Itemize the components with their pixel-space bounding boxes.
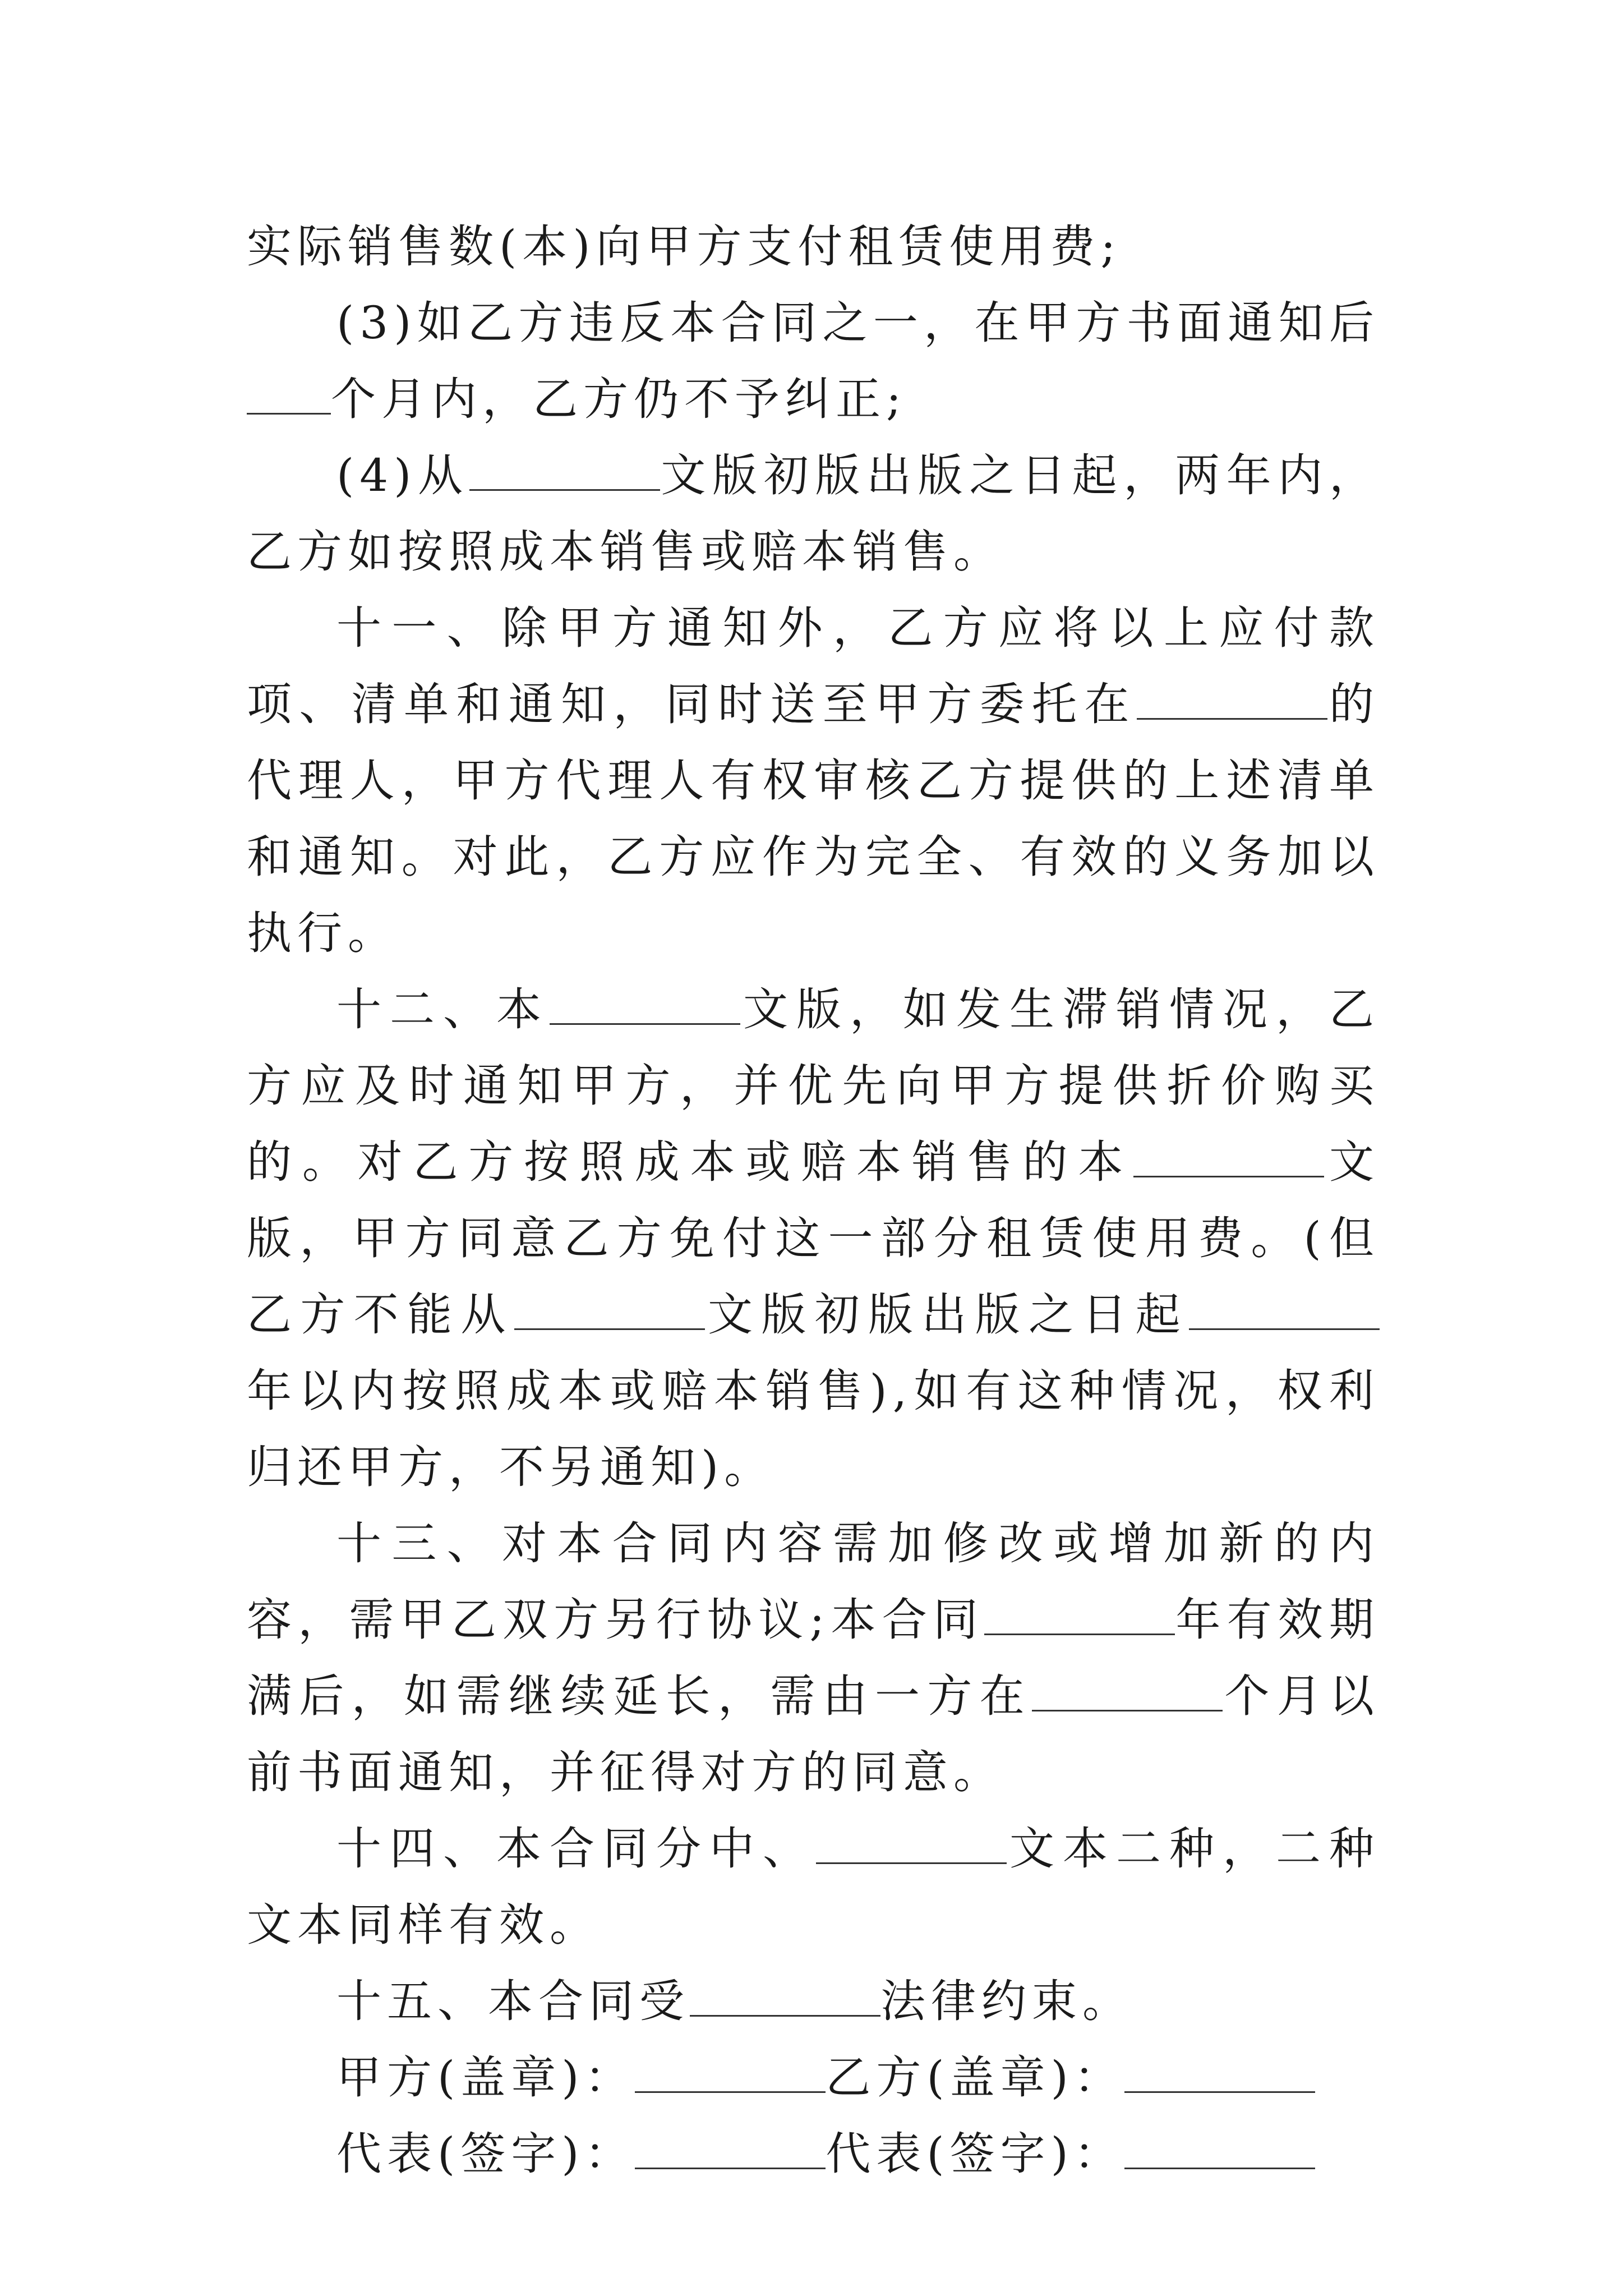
blank-field [1133, 1137, 1324, 1177]
blank-field [984, 1594, 1175, 1635]
party-a-signature-blank [635, 2128, 826, 2169]
signature-line-seal [247, 2040, 1380, 2116]
paragraph-text: (3)如乙方违反本合同之一，在甲方书面通知后 [336, 297, 1380, 349]
paragraph-text: (4)从 [336, 449, 469, 501]
party-b-seal-blank [1124, 2052, 1315, 2093]
paragraph-text: 文版，如发生滞销情况，乙方应及时通知甲方，并优先向甲方提供折价购买的。对乙方按照成本或赔本销售的本 [247, 983, 1380, 1188]
paragraph-text: 十四、本合同分中、 [336, 1823, 816, 1875]
paragraph-text: 十二、本 [336, 983, 550, 1036]
paragraph-text: 文本二种，二种文本同样有效。 [247, 1823, 1380, 1951]
blank-field [1189, 1289, 1380, 1330]
paragraph-clause-4 [247, 438, 1380, 590]
paragraph-text: 十三、对本合同内容需加修改或增加新的内容，需甲乙双方另行协议;本合同 [247, 1517, 1380, 1646]
blank-field [1032, 1671, 1223, 1711]
paragraph-text: 个月内，乙方仍不予纠正; [331, 373, 907, 425]
paragraph-clause-3 [247, 285, 1380, 438]
party-a-seal-label: 甲方(盖章)： [336, 2051, 635, 2104]
paragraph-text: 文版，甲方同意乙方免付这一部分租赁使用费。(但乙方不能从 [247, 1136, 1380, 1341]
paragraph-text: 法律约束。 [880, 1975, 1133, 2027]
party-b-representative-label: 代表(签字)： [826, 2128, 1124, 2180]
blank-field [1137, 679, 1327, 720]
party-b-seal-label: 乙方(盖章)： [826, 2051, 1124, 2104]
party-a-representative-label: 代表(签字)： [336, 2128, 635, 2180]
signature-line-representative [247, 2116, 1380, 2192]
party-a-seal-blank [635, 2052, 826, 2093]
paragraph-text: 十一、除甲方通知外，乙方应将以上应付款项、清单和通知，同时送至甲方委托在 [247, 602, 1380, 730]
paragraph-article-15 [247, 1963, 1380, 2040]
paragraph-text: 年有效期满后，如需继续延长，需由一方在 [247, 1594, 1380, 1722]
blank-field [469, 450, 660, 491]
party-b-signature-blank [1124, 2128, 1315, 2169]
paragraph-text: 文版初版出版之日起 [704, 1289, 1189, 1341]
contract-body [247, 209, 1380, 2192]
paragraph-text: 的代理人，甲方代理人有权审核乙方提供的上述清单和通知。对此，乙方应作为完全、有效的义务加以执行。 [247, 678, 1380, 959]
paragraph-rental-fee [247, 209, 1380, 285]
paragraph-article-12 [247, 972, 1380, 1506]
paragraph-text: 实际销售数(本)向甲方支付租赁使用费; [247, 220, 1122, 273]
paragraph-article-13 [247, 1506, 1380, 1811]
paragraph-text: 文版初版出版之日起，两年内，乙方如按照成本销售或赔本销售。 [247, 449, 1380, 578]
blank-field [690, 1976, 880, 2017]
paragraph-text: 十五、本合同受 [336, 1975, 690, 2027]
blank-field [247, 374, 331, 415]
blank-field [514, 1289, 705, 1330]
paragraph-text: 个月以前书面通知，并征得对方的同意。 [247, 1670, 1380, 1798]
blank-field [550, 984, 740, 1025]
paragraph-article-11 [247, 590, 1380, 972]
blank-field [816, 1823, 1007, 1864]
paragraph-text: 年以内按照成本或赔本销售),如有这种情况，权利归还甲方，不另通知)。 [247, 1365, 1380, 1493]
paragraph-article-14 [247, 1811, 1380, 1963]
